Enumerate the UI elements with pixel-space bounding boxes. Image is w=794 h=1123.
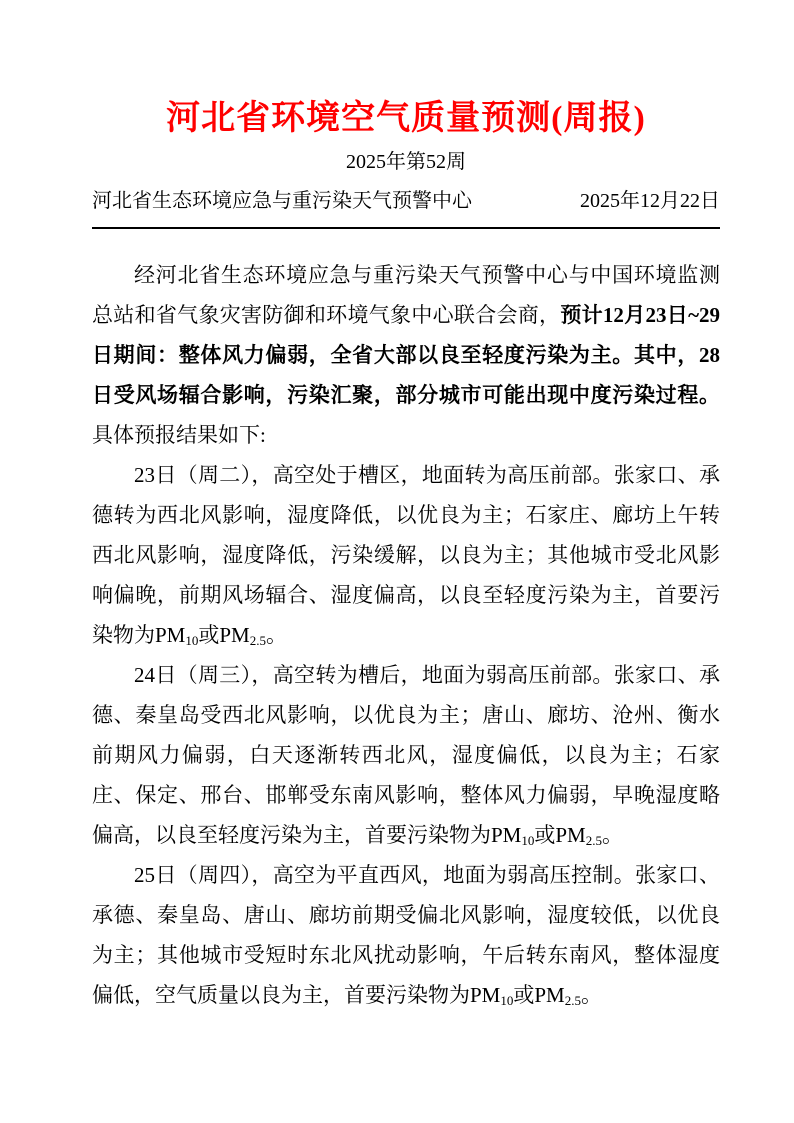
text-run: 25日（周四），高空为平直西风，地面为弱高压控制。张家口、承德、秦皇岛、唐山、廊坊前期受偏北风影响，湿度较低，以优良为主；其他城市受短时东北风扰动影响，午后转东南风，整体湿度偏低，空气质量以良为主，首要污染物为PM bbox=[92, 862, 720, 1007]
document-body bbox=[92, 255, 720, 1015]
body-paragraph bbox=[92, 255, 720, 455]
text-run: 24日（周三），高空转为槽后，地面为弱高压前部。张家口、承德、秦皇岛受西北风影响，以优良为主；唐山、廊坊、沧州、衡水前期风力偏弱，白天逐渐转西北风，湿度偏低，以良为主；石家庄、保定、邢台、邯郸受东南风影响，整体风力偏弱，早晚湿度略偏高，以良至轻度污染为主，首要污染物为PM bbox=[92, 662, 720, 847]
pm-subscript: 10 bbox=[185, 632, 199, 648]
text-run: 23日（周二），高空处于槽区，地面转为高压前部。张家口、承德转为西北风影响，湿度降低，以优良为主；石家庄、廊坊上午转西北风影响，湿度降低，污染缓解，以良为主；其他城市受北风影响偏晚，前期风场辐合、湿度偏高，以良至轻度污染为主，首要污染物为PM bbox=[92, 462, 720, 647]
issuer-date-row bbox=[92, 188, 720, 214]
page-title: 河北省环境空气质量预测(周报) bbox=[166, 100, 646, 137]
pm-subscript: 2.5 bbox=[564, 992, 582, 1008]
report-week-subtitle: 2025年第52周 bbox=[346, 150, 466, 173]
text-run: 经河北省生态环境应急与重污染天气预警中心与中国环境监测总站和省气象灾害防御和环境气象中心联合会商， bbox=[92, 262, 720, 327]
issue-date: 2025年12月22日 bbox=[580, 189, 720, 212]
pm-subscript: 2.5 bbox=[249, 632, 267, 648]
pm-subscript: 2.5 bbox=[585, 832, 603, 848]
text-run: 。 bbox=[266, 622, 288, 647]
text-run: 具体预报结果如下: bbox=[92, 422, 266, 447]
header-rule bbox=[92, 227, 720, 229]
issuer-name: 河北省生态环境应急与重污染天气预警中心 bbox=[92, 189, 472, 212]
text-run: 。 bbox=[602, 822, 624, 847]
body-paragraph bbox=[92, 855, 720, 1015]
text-run: 或PM bbox=[534, 822, 586, 847]
pm-subscript: 10 bbox=[500, 992, 514, 1008]
text-run: 或PM bbox=[198, 622, 250, 647]
text-run: 预计12月23日~29日期间：整体风力偏弱，全省大部以良至轻度污染为主。其中，28日受风场辐合影响，污染汇聚，部分城市可能出现中度污染过程。 bbox=[92, 302, 721, 407]
text-run: 或PM bbox=[513, 982, 565, 1007]
body-paragraph bbox=[92, 655, 720, 855]
pm-subscript: 10 bbox=[521, 832, 535, 848]
body-paragraph bbox=[92, 455, 720, 655]
text-run: 。 bbox=[581, 982, 603, 1007]
